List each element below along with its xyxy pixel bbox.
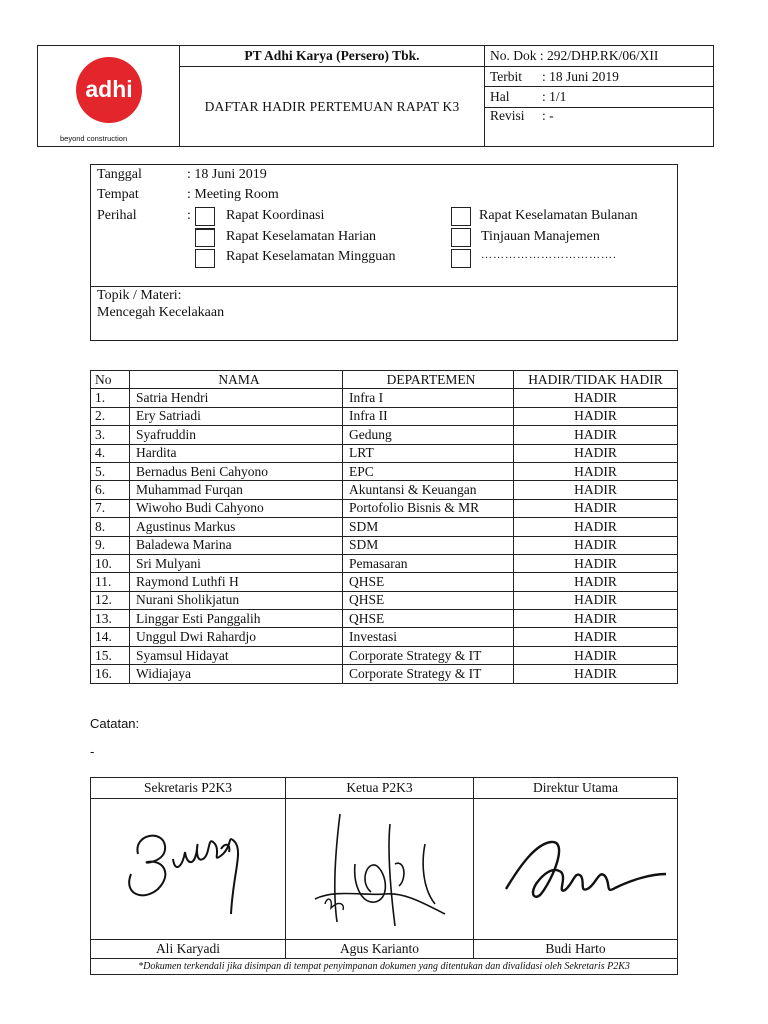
- cell-nama: Bernadus Beni Cahyono: [130, 462, 343, 480]
- table-row: [91, 536, 678, 554]
- option-rapat-koordinasi: Rapat Koordinasi: [226, 208, 325, 223]
- cell-departemen: SDM: [343, 518, 514, 536]
- cell-status: HADIR: [514, 426, 678, 444]
- cell-status: HADIR: [514, 518, 678, 536]
- option-tinjauan-manajemen: Tinjauan Manajemen: [481, 229, 600, 244]
- cell-departemen: QHSE: [343, 591, 514, 609]
- table-row: [91, 407, 678, 425]
- cell-nama: Widiajaya: [130, 665, 343, 683]
- hal-row: [485, 87, 714, 107]
- cell-status: HADIR: [514, 573, 678, 591]
- sig-name-ketua: Agus Karianto: [286, 940, 474, 959]
- cell-nama: Hardita: [130, 444, 343, 462]
- cell-no: 16.: [91, 665, 130, 683]
- signature-ketua-icon: [295, 804, 465, 934]
- checkbox-tinjauan-manajemen[interactable]: [451, 228, 471, 247]
- notes-value: -: [90, 744, 95, 759]
- sig-name-sekretaris: Ali Karyadi: [91, 940, 286, 959]
- cell-status: HADIR: [514, 462, 678, 480]
- cell-no: 3.: [91, 426, 130, 444]
- cell-no: 15.: [91, 646, 130, 664]
- logo-cell: [38, 46, 180, 147]
- table-row: [91, 573, 678, 591]
- cell-no: 5.: [91, 462, 130, 480]
- sig-title-ketua: Ketua P2K3: [286, 778, 474, 799]
- signature-ketua: [286, 799, 474, 940]
- cell-no: 12.: [91, 591, 130, 609]
- cell-departemen: Corporate Strategy & IT: [343, 665, 514, 683]
- notes-label: Catatan:: [90, 716, 140, 731]
- document-header: [37, 45, 714, 147]
- table-row: [91, 444, 678, 462]
- topik-value: Mencegah Kecelakaan: [97, 305, 225, 320]
- cell-no: 11.: [91, 573, 130, 591]
- header-no: No: [91, 371, 130, 389]
- option-rapat-keselamatan-mingguan: Rapat Keselamatan Mingguan: [226, 249, 396, 264]
- revisi-label: Revisi: [490, 107, 525, 123]
- cell-status: HADIR: [514, 554, 678, 572]
- perihal-label: Perihal: [97, 208, 137, 223]
- cell-nama: Unggul Dwi Rahardjo: [130, 628, 343, 646]
- cell-status: HADIR: [514, 536, 678, 554]
- checkbox-rapat-keselamatan-bulanan[interactable]: [451, 207, 471, 226]
- cell-status: HADIR: [514, 389, 678, 407]
- perihal-colon: :: [187, 208, 191, 223]
- signature-direktur: [474, 799, 678, 940]
- cell-nama: Syamsul Hidayat: [130, 646, 343, 664]
- cell-departemen: QHSE: [343, 610, 514, 628]
- footer-note: *Dokumen terkendali jika disimpan di tempat penyimpanan dokumen yang ditentukan dan divalidasi oleh Sekretaris P2K3: [91, 959, 678, 975]
- tanggal-value: : 18 Juni 2019: [187, 167, 267, 182]
- cell-status: HADIR: [514, 665, 678, 683]
- cell-status: HADIR: [514, 481, 678, 499]
- table-row: [91, 610, 678, 628]
- checkbox-rapat-koordinasi[interactable]: [195, 207, 215, 226]
- cell-no: 14.: [91, 628, 130, 646]
- cell-departemen: LRT: [343, 444, 514, 462]
- checkbox-rapat-keselamatan-harian[interactable]: [195, 228, 215, 247]
- cell-no: 7.: [91, 499, 130, 517]
- cell-status: HADIR: [514, 646, 678, 664]
- cell-nama: Agustinus Markus: [130, 518, 343, 536]
- terbit-value: : 18 Juni 2019: [542, 68, 619, 84]
- cell-status: HADIR: [514, 499, 678, 517]
- cell-departemen: SDM: [343, 536, 514, 554]
- cell-nama: Muhammad Furqan: [130, 481, 343, 499]
- header-hadir: HADIR/TIDAK HADIR: [514, 371, 678, 389]
- checkbox-other[interactable]: [451, 249, 471, 268]
- revisi-row: [485, 107, 714, 146]
- table-row: [91, 518, 678, 536]
- meeting-info: [90, 164, 678, 341]
- table-row: [91, 628, 678, 646]
- table-row: [91, 462, 678, 480]
- signature-sekretaris-icon: [103, 804, 273, 934]
- cell-departemen: Gedung: [343, 426, 514, 444]
- logo-tagline: beyond construction: [60, 133, 128, 143]
- header-nama: NAMA: [130, 371, 343, 389]
- cell-no: 10.: [91, 554, 130, 572]
- option-rapat-keselamatan-harian: Rapat Keselamatan Harian: [226, 229, 377, 244]
- topik-label: Topik / Materi:: [97, 288, 182, 303]
- terbit-label: Terbit: [490, 68, 523, 84]
- cell-no: 4.: [91, 444, 130, 462]
- cell-no: 6.: [91, 481, 130, 499]
- revisi-value: : -: [542, 107, 554, 123]
- cell-departemen: Infra II: [343, 407, 514, 425]
- cell-no: 2.: [91, 407, 130, 425]
- table-row: [91, 646, 678, 664]
- cell-departemen: Pemasaran: [343, 554, 514, 572]
- divider: [91, 286, 677, 287]
- option-rapat-keselamatan-bulanan: Rapat Keselamatan Bulanan: [479, 208, 638, 223]
- cell-departemen: Akuntansi & Keuangan: [343, 481, 514, 499]
- tanggal-label: Tanggal: [97, 167, 142, 182]
- cell-nama: Baladewa Marina: [130, 536, 343, 554]
- cell-departemen: Portofolio Bisnis & MR: [343, 499, 514, 517]
- table-row: [91, 591, 678, 609]
- table-row: [91, 481, 678, 499]
- terbit-row: [485, 67, 714, 87]
- document-title: DAFTAR HADIR PERTEMUAN RAPAT K3: [180, 67, 485, 147]
- signature-direktur-icon: [481, 804, 671, 934]
- no-dok: No. Dok : 292/DHP.RK/06/XII: [485, 46, 714, 67]
- tempat-value: : Meeting Room: [187, 187, 279, 202]
- svg-text:adhi: adhi: [84, 75, 133, 102]
- attendance-table: [90, 370, 678, 684]
- tempat-label: Tempat: [97, 187, 139, 202]
- table-header-row: [91, 371, 678, 389]
- cell-status: HADIR: [514, 610, 678, 628]
- sig-title-direktur: Direktur Utama: [474, 778, 678, 799]
- cell-nama: Nurani Sholikjatun: [130, 591, 343, 609]
- cell-status: HADIR: [514, 407, 678, 425]
- cell-no: 1.: [91, 389, 130, 407]
- cell-nama: Ery Satriadi: [130, 407, 343, 425]
- company-name: PT Adhi Karya (Persero) Tbk.: [180, 46, 485, 67]
- hal-value: : 1/1: [542, 88, 567, 104]
- cell-departemen: EPC: [343, 462, 514, 480]
- cell-nama: Sri Mulyani: [130, 554, 343, 572]
- cell-status: HADIR: [514, 444, 678, 462]
- cell-no: 13.: [91, 610, 130, 628]
- cell-no: 9.: [91, 536, 130, 554]
- table-row: [91, 499, 678, 517]
- cell-nama: Wiwoho Budi Cahyono: [130, 499, 343, 517]
- cell-departemen: Infra I: [343, 389, 514, 407]
- table-row: [91, 426, 678, 444]
- cell-nama: Raymond Luthfi H: [130, 573, 343, 591]
- adhi-logo-icon: [69, 52, 149, 132]
- checkbox-rapat-keselamatan-mingguan[interactable]: [195, 249, 215, 268]
- table-row: [91, 554, 678, 572]
- cell-departemen: QHSE: [343, 573, 514, 591]
- sig-name-direktur: Budi Harto: [474, 940, 678, 959]
- sig-title-sekretaris: Sekretaris P2K3: [91, 778, 286, 799]
- cell-status: HADIR: [514, 591, 678, 609]
- cell-nama: Syafruddin: [130, 426, 343, 444]
- cell-no: 8.: [91, 518, 130, 536]
- cell-nama: Satria Hendri: [130, 389, 343, 407]
- header-departemen: DEPARTEMEN: [343, 371, 514, 389]
- option-other-blank: …………………………….: [481, 249, 617, 261]
- cell-status: HADIR: [514, 628, 678, 646]
- signature-table: [90, 777, 678, 975]
- signature-sekretaris: [91, 799, 286, 940]
- cell-departemen: Investasi: [343, 628, 514, 646]
- cell-departemen: Corporate Strategy & IT: [343, 646, 514, 664]
- hal-label: Hal: [490, 88, 510, 104]
- table-row: [91, 389, 678, 407]
- table-row: [91, 665, 678, 683]
- cell-nama: Linggar Esti Panggalih: [130, 610, 343, 628]
